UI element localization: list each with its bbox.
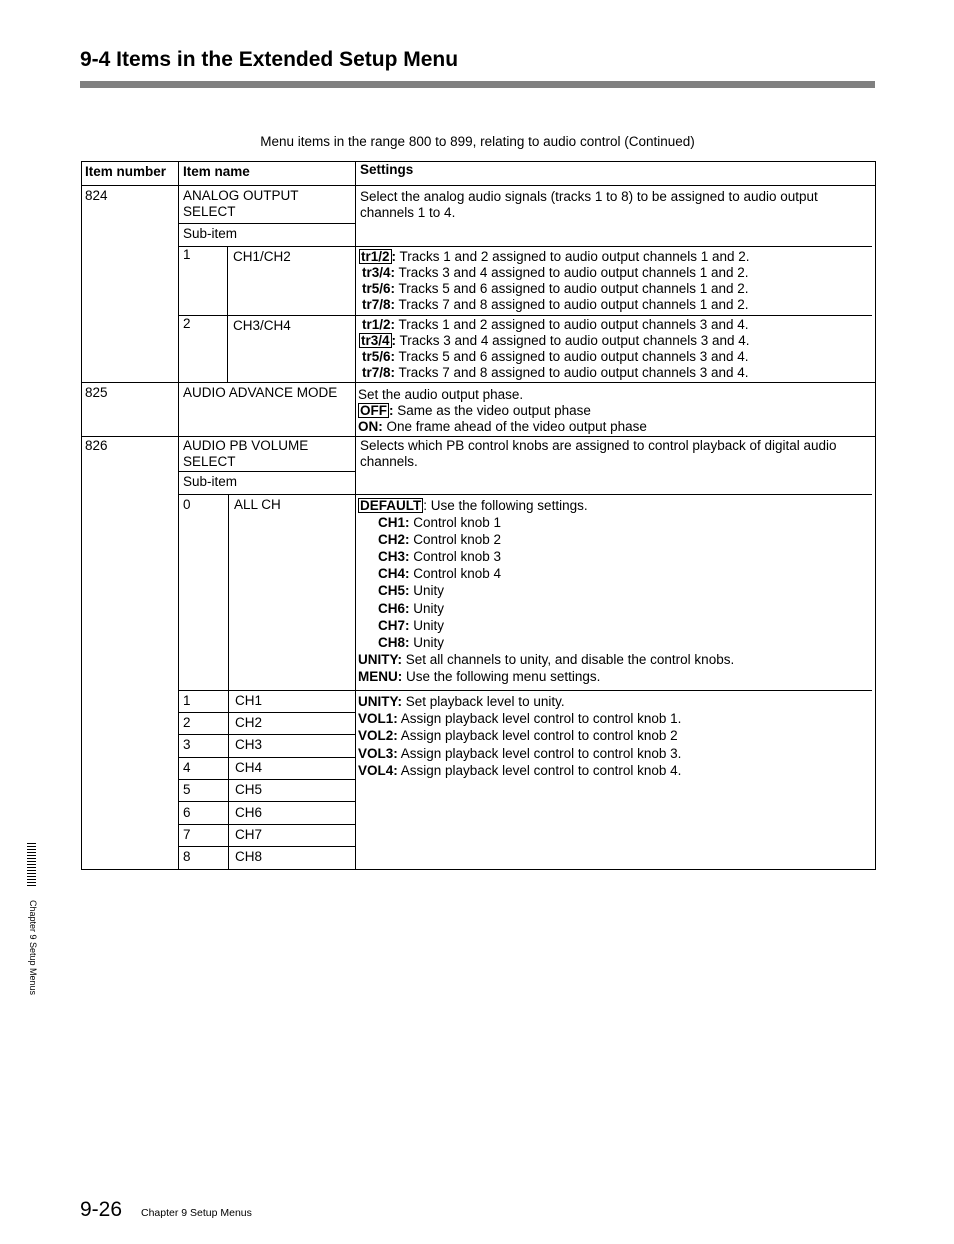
setting-key: tr7/8: [362, 297, 391, 312]
channel-desc: Control knob 2: [409, 532, 502, 548]
setting-key: tr5/6: [362, 349, 391, 364]
sub-6-name: CH6: [235, 805, 263, 820]
row-824-number: 824: [85, 188, 108, 203]
setting-desc: Assign playback level control to control knob 1.: [397, 711, 682, 727]
setting-desc: Tracks 3 and 4 assigned to audio output channels 1 and 2.: [395, 265, 749, 280]
setting-desc: Assign playback level control to control knob 2: [397, 728, 678, 744]
setting-key-sep: :: [391, 333, 397, 348]
sub-3-name: CH3: [235, 737, 263, 752]
channel-key: CH2:: [378, 532, 410, 548]
row-824-name: ANALOG OUTPUT SELECT: [183, 188, 299, 219]
row-826-settings: Selects which PB control knobs are assigned to control playback of digital audio channels.: [360, 438, 837, 469]
row-825-name: AUDIO ADVANCE MODE: [183, 385, 338, 400]
row-824-subitem-label: Sub-item: [183, 226, 238, 241]
setting-desc: One frame ahead of the video output phase: [382, 419, 647, 434]
sub-rule-6: [178, 801, 356, 802]
channel-key: CH7:: [378, 617, 410, 633]
setting-key-sep: :: [390, 349, 396, 364]
row-826-name: AUDIO PB VOLUME SELECT: [183, 438, 309, 469]
sub-7-name: CH7: [235, 827, 263, 842]
sub-4-name: CH4: [235, 760, 263, 775]
setting-key: VOL4:: [358, 762, 398, 778]
setting-key-default: DEFAULT: [360, 498, 422, 513]
header-item-number: Item number: [85, 164, 167, 179]
setting-desc: Tracks 5 and 6 assigned to audio output channels 1 and 2.: [395, 281, 749, 296]
sub-2-name: CH2: [235, 715, 263, 730]
row-825-intro: Set the audio output phase.: [358, 387, 524, 402]
side-chapter-label: Chapter 9 Setup Menus: [28, 900, 38, 996]
setting-desc: Tracks 7 and 8 assigned to audio output channels 1 and 2.: [395, 297, 749, 312]
setting-key-default: tr1/2: [361, 249, 390, 264]
sub-2-number: 2: [183, 715, 191, 730]
row-826-sub0-settings: [356, 495, 875, 685]
sub-7-number: 7: [183, 827, 191, 842]
setting-desc: Assign playback level control to control knob 3.: [397, 745, 682, 761]
setting-key-sep: :: [389, 403, 394, 418]
sub-1-number: 1: [183, 693, 191, 708]
setting-desc: Assign playback level control to control knob 4.: [397, 762, 682, 778]
setting-desc: Tracks 3 and 4 assigned to audio output channels 3 and 4.: [396, 333, 750, 348]
row-825-number: 825: [85, 385, 108, 400]
row-825-settings: [356, 385, 875, 435]
header-settings: Settings: [360, 162, 414, 177]
setting-key-default: OFF: [360, 403, 387, 418]
page-title: 9-4 Items in the Extended Setup Menu: [80, 48, 459, 71]
channel-desc: Control knob 1: [409, 515, 502, 531]
setting-key: VOL2:: [358, 728, 398, 744]
row-824-sub2-settings: [356, 315, 875, 381]
setting-desc: Tracks 1 and 2 assigned to audio output channels 3 and 4.: [395, 317, 749, 332]
header-item-name: Item name: [183, 164, 250, 179]
channel-desc: Control knob 3: [409, 549, 502, 565]
sub-6-number: 6: [183, 805, 191, 820]
row-826-subitem-label: Sub-item: [183, 474, 238, 489]
setting-desc: : Use the following settings.: [423, 498, 588, 513]
setting-key-sep: :: [390, 281, 396, 296]
channel-key: CH4:: [378, 566, 410, 582]
setting-key: tr1/2: [362, 317, 391, 332]
table-border-left: [81, 161, 82, 870]
setting-key: VOL1:: [358, 711, 398, 727]
footer-chapter-label: Chapter 9 Setup Menus: [141, 1207, 252, 1219]
sub-3-number: 3: [183, 737, 191, 752]
sub-1-name: CH1: [235, 693, 263, 708]
channel-key: CH1:: [378, 515, 410, 531]
setting-desc: Tracks 1 and 2 assigned to audio output channels 1 and 2.: [396, 249, 750, 264]
channel-desc: Unity: [409, 634, 445, 650]
sub-8-number: 8: [183, 849, 191, 864]
row-824-sub2-name: CH3/CH4: [233, 318, 291, 333]
channel-key: CH6:: [378, 600, 410, 616]
row-826-sub0-number: 0: [183, 497, 191, 512]
setting-key-sep: :: [378, 419, 383, 434]
setting-key: tr7/8: [362, 365, 391, 380]
channel-desc: Unity: [409, 617, 445, 633]
table-caption: Menu items in the range 800 to 899, relating to audio control (Continued): [260, 134, 695, 149]
setting-key-default: tr3/4: [361, 333, 390, 348]
setting-desc: Tracks 5 and 6 assigned to audio output channels 3 and 4.: [395, 349, 749, 364]
channel-key: CH3:: [378, 549, 410, 565]
setting-key-sep: :: [390, 365, 396, 380]
setting-desc: Set playback level to unity.: [402, 694, 565, 709]
table-border-right: [875, 161, 876, 870]
sub-5-name: CH5: [235, 782, 263, 797]
setting-key-sep: :: [390, 265, 396, 280]
row-824-sub1-settings: [356, 247, 875, 313]
row-826-subcol-divider: [228, 494, 229, 869]
setting-key: MENU:: [358, 668, 403, 684]
title-rule: [80, 81, 875, 88]
row-824-settings: Select the analog audio signals (tracks 1 to 8) to be assigned to audio output channels 1 to 4.: [360, 189, 818, 220]
chapter-tab-marker: [27, 843, 36, 888]
channel-key: CH8:: [378, 634, 410, 650]
setting-key: UNITY:: [358, 694, 402, 709]
setting-key: ON: [358, 419, 379, 434]
row-824-sub1-number: 1: [183, 247, 191, 262]
sub-8-name: CH8: [235, 849, 263, 864]
row-824-sub1-name: CH1/CH2: [233, 249, 291, 264]
setting-key-sep: :: [390, 317, 396, 332]
setting-key: UNITY:: [358, 651, 402, 667]
channel-desc: Control knob 4: [409, 566, 502, 582]
setting-desc: Same as the video output phase: [393, 403, 591, 418]
setting-key: VOL3:: [358, 745, 398, 761]
sub-5-number: 5: [183, 782, 191, 797]
channel-desc: Unity: [409, 600, 445, 616]
setting-desc: Tracks 7 and 8 assigned to audio output channels 3 and 4.: [395, 365, 749, 380]
channel-desc: Unity: [409, 583, 445, 599]
setting-key: tr5/6: [362, 281, 391, 296]
sub-4-number: 4: [183, 760, 191, 775]
setting-key-sep: :: [390, 297, 396, 312]
setting-key: tr3/4: [362, 265, 391, 280]
setting-desc: Use the following menu settings.: [402, 668, 601, 684]
row-824-sub2-number: 2: [183, 316, 191, 331]
setting-key-sep: :: [391, 249, 397, 264]
row-826-subs-settings: [356, 691, 875, 779]
page-number: 9-26: [80, 1198, 123, 1221]
setting-desc: Set all channels to unity, and disable the control knobs.: [402, 651, 735, 667]
channel-key: CH5:: [378, 583, 410, 599]
table-border-bottom: [81, 869, 876, 870]
row-826-number: 826: [85, 438, 108, 453]
row-826-sub0-name: ALL CH: [234, 497, 281, 512]
